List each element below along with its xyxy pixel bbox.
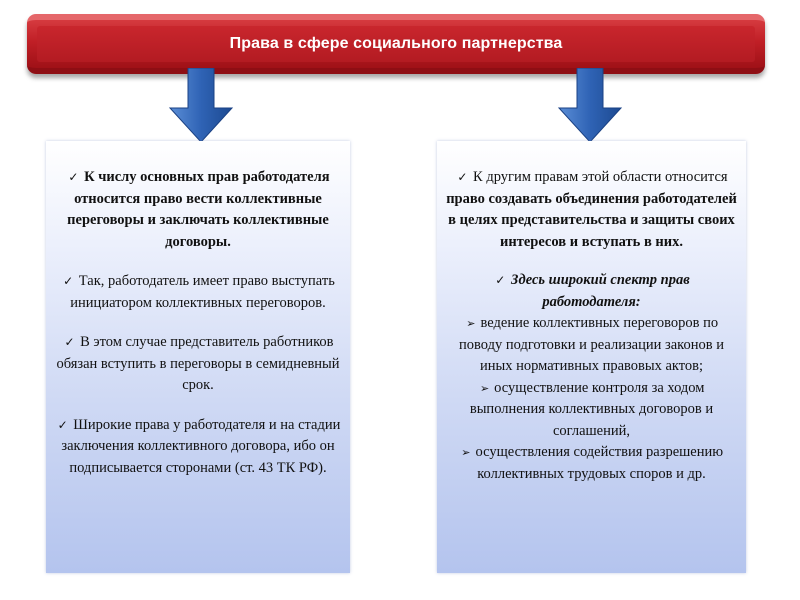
chevron-right-icon: ➢ xyxy=(466,317,476,330)
right-paragraph-1 xyxy=(444,167,740,253)
right-paragraph-1-text-a: К другим правам этой области относится xyxy=(473,169,728,185)
left-paragraph-4 xyxy=(52,415,344,480)
list-item-text: осуществление контроля за ходом выполнения коллективных договоров и соглашений, xyxy=(469,379,714,439)
list-item xyxy=(444,378,740,443)
chevron-right-icon: ➢ xyxy=(461,446,471,459)
right-paragraph-1-text-b: право создавать объединения работодателей в целях представительства и защиты своих интересов и вступать в них. xyxy=(446,190,737,250)
spectrum-heading-text: Здесь широкий спектр прав работодателя: xyxy=(510,272,690,310)
page-title: Права в сфере социального партнерства xyxy=(229,35,563,52)
list-item xyxy=(444,313,740,378)
check-mark-icon: ✓ xyxy=(495,273,506,287)
left-paragraph-3 xyxy=(52,332,344,397)
left-paragraph-1-text: К числу основных прав работодателя относится право вести коллективные переговоры и заключать коллективные договоры. xyxy=(67,169,330,250)
title-banner xyxy=(27,14,765,74)
left-paragraph-3-text: В этом случае представитель работников обязан вступить в переговоры в семидневный срок. xyxy=(56,334,340,393)
check-mark-icon: ✓ xyxy=(57,417,68,432)
check-mark-icon: ✓ xyxy=(457,170,468,184)
left-paragraph-2-text: Так, работодатель имеет право выступать инициатором коллективных переговоров. xyxy=(70,273,335,311)
check-mark-icon: ✓ xyxy=(64,335,75,349)
right-panel xyxy=(437,141,746,573)
left-paragraph-4-text: Широкие права у работодателя и на стадии заключения коллективного договора, ибо он подписывается сторонами (ст. 43 ТК РФ). xyxy=(61,416,341,476)
chevron-right-icon: ➢ xyxy=(479,381,490,395)
left-panel xyxy=(46,141,350,573)
list-item-text: осуществления содействия разрешению коллективных трудовых споров и др. xyxy=(475,444,724,482)
spectrum-heading xyxy=(444,270,740,313)
list-item-text: ведение коллективных переговоров по поводу подготовки и реализации законов и иных нормативных правовых актов; xyxy=(459,315,724,374)
list-item xyxy=(444,442,740,485)
left-paragraph-1 xyxy=(52,167,344,253)
left-paragraph-2 xyxy=(52,271,344,314)
arrow-down-icon xyxy=(557,68,623,144)
title-banner-inner xyxy=(37,26,755,62)
check-mark-icon: ✓ xyxy=(63,274,74,288)
check-mark-icon: ✓ xyxy=(68,170,79,184)
arrow-down-icon xyxy=(168,68,234,144)
